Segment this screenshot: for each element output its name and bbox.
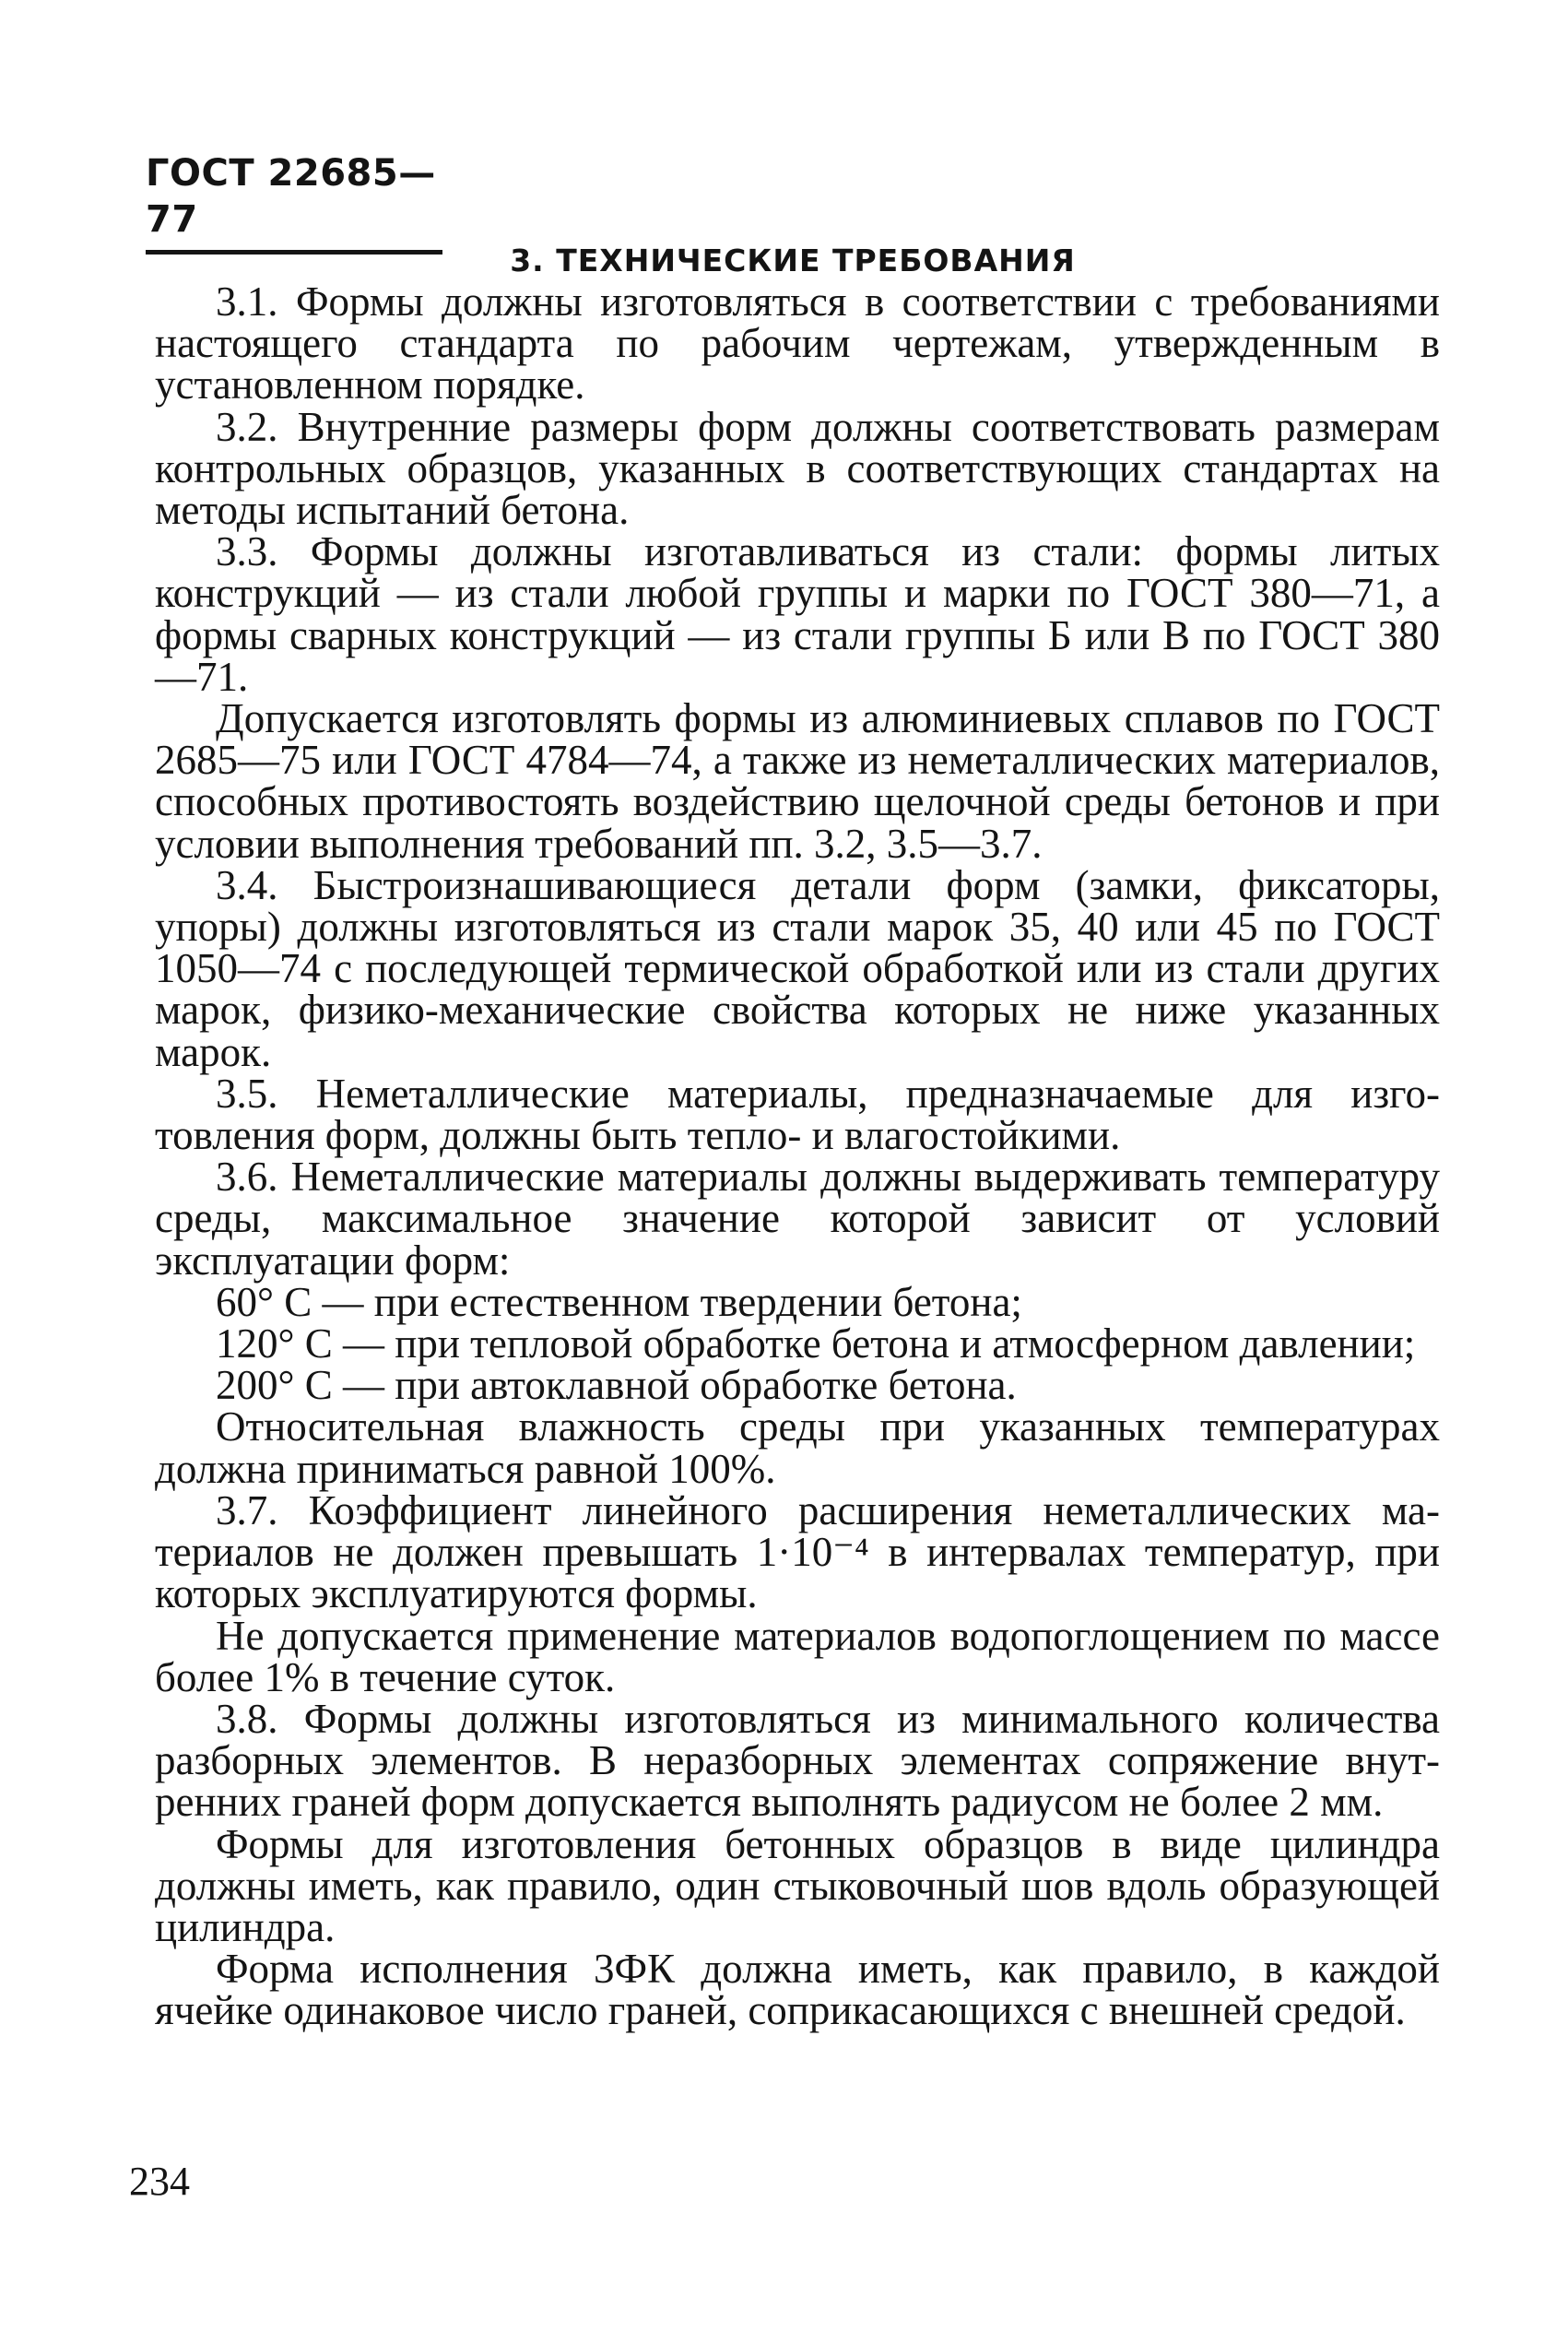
temperature-item-60: 60° С — при естественном твердении бетона;	[216, 1278, 1022, 1325]
paragraph-3-1: 3.1. Формы должны изготовляться в соответствии с требованиями настоящего стандарта по рабочим чертежам, утвержденным в установленном порядке.	[155, 278, 1440, 408]
paragraph-3-6: 3.6. Неметаллические материалы должны выдерживать температуру среды, максимальное значение которой зависит от условий эксплуатации форм:	[155, 1154, 1440, 1284]
document-code: ГОСТ 22685—77	[146, 152, 436, 241]
paragraph-3-2: 3.2. Внутренние размеры форм должны соответствовать размерам контрольных образцов, указанных в соответствующих стандартах на методы испытаний бетона.	[155, 403, 1440, 534]
paragraph-3-4: 3.4. Быстроизнашивающиеся детали форм (замки, фиксаторы, упоры) должны изготовляться из стали марок 35, 40 или 45 по ГОСТ 1050—74 с последующей термической обработкой или из стали других марок, физико-механические свойства которых не ниже указанных марок.	[155, 861, 1440, 1075]
section-title: 3. ТЕХНИЧЕСКИЕ ТРЕБОВАНИЯ	[510, 243, 1076, 278]
paragraph-3-7: 3.7. Коэффициент линейного расширения неметаллических материалов не должен превышать 1·10⁻⁴ в интервалах температур, при которых эксплуатируются формы.	[155, 1486, 1440, 1617]
paragraph-3-3: 3.3. Формы должны изготавливаться из стали: формы литых конструкций — из стали любой группы и марки по ГОСТ 380—71, а формы сварных конструкций — из стали группы Б или В по ГОСТ 380—71.	[155, 528, 1440, 700]
paragraph-3-8: 3.8. Формы должны изготовляться из минимального количества разборных элементов. В неразборных элементах сопряжение внутренних граней форм допускается выполнять радиусом не более 2 мм.	[155, 1695, 1440, 1826]
paragraph-cylinder-forms: Формы для изготовления бетонных образцов в виде цилиндра должны иметь, как правило, один стыковочный шов вдоль образующей цилиндра.	[155, 1820, 1440, 1950]
paragraph-humidity: Относительная влажность среды при указанных температурах должна приниматься равной 100%.	[155, 1403, 1440, 1492]
paragraph-3-3-continuation: Допускается изготовлять формы из алюминиевых сплавов по ГОСТ 2685—75 или ГОСТ 4784—74, а также из неметаллических материалов, способных противостоять воздействию щелочной среды бетонов и при условии выполнения требований пп. 3.2, 3.5—3.7.	[155, 695, 1440, 867]
page-number: 234	[129, 2159, 190, 2204]
temperature-item-200: 200° С — при автоклавной обработке бетона.	[216, 1362, 1017, 1409]
body-text	[155, 278, 1440, 2034]
paragraph-3fk-form: Форма исполнения 3ФК должна иметь, как правило, в каждой ячейке одинаковое число граней, соприкасающихся с внешней средой.	[155, 1946, 1440, 2034]
paragraph-water-absorption: Не допускается применение материалов водопоглощением по массе более 1% в течение суток.	[155, 1612, 1440, 1700]
temperature-item-120: 120° С — при тепловой обработке бетона и атмосферном давлении;	[216, 1320, 1416, 1367]
paragraph-3-5: 3.5. Неметаллические материалы, предназначаемые для изготовления форм, должны быть тепло- и влагостойкими.	[155, 1070, 1440, 1159]
